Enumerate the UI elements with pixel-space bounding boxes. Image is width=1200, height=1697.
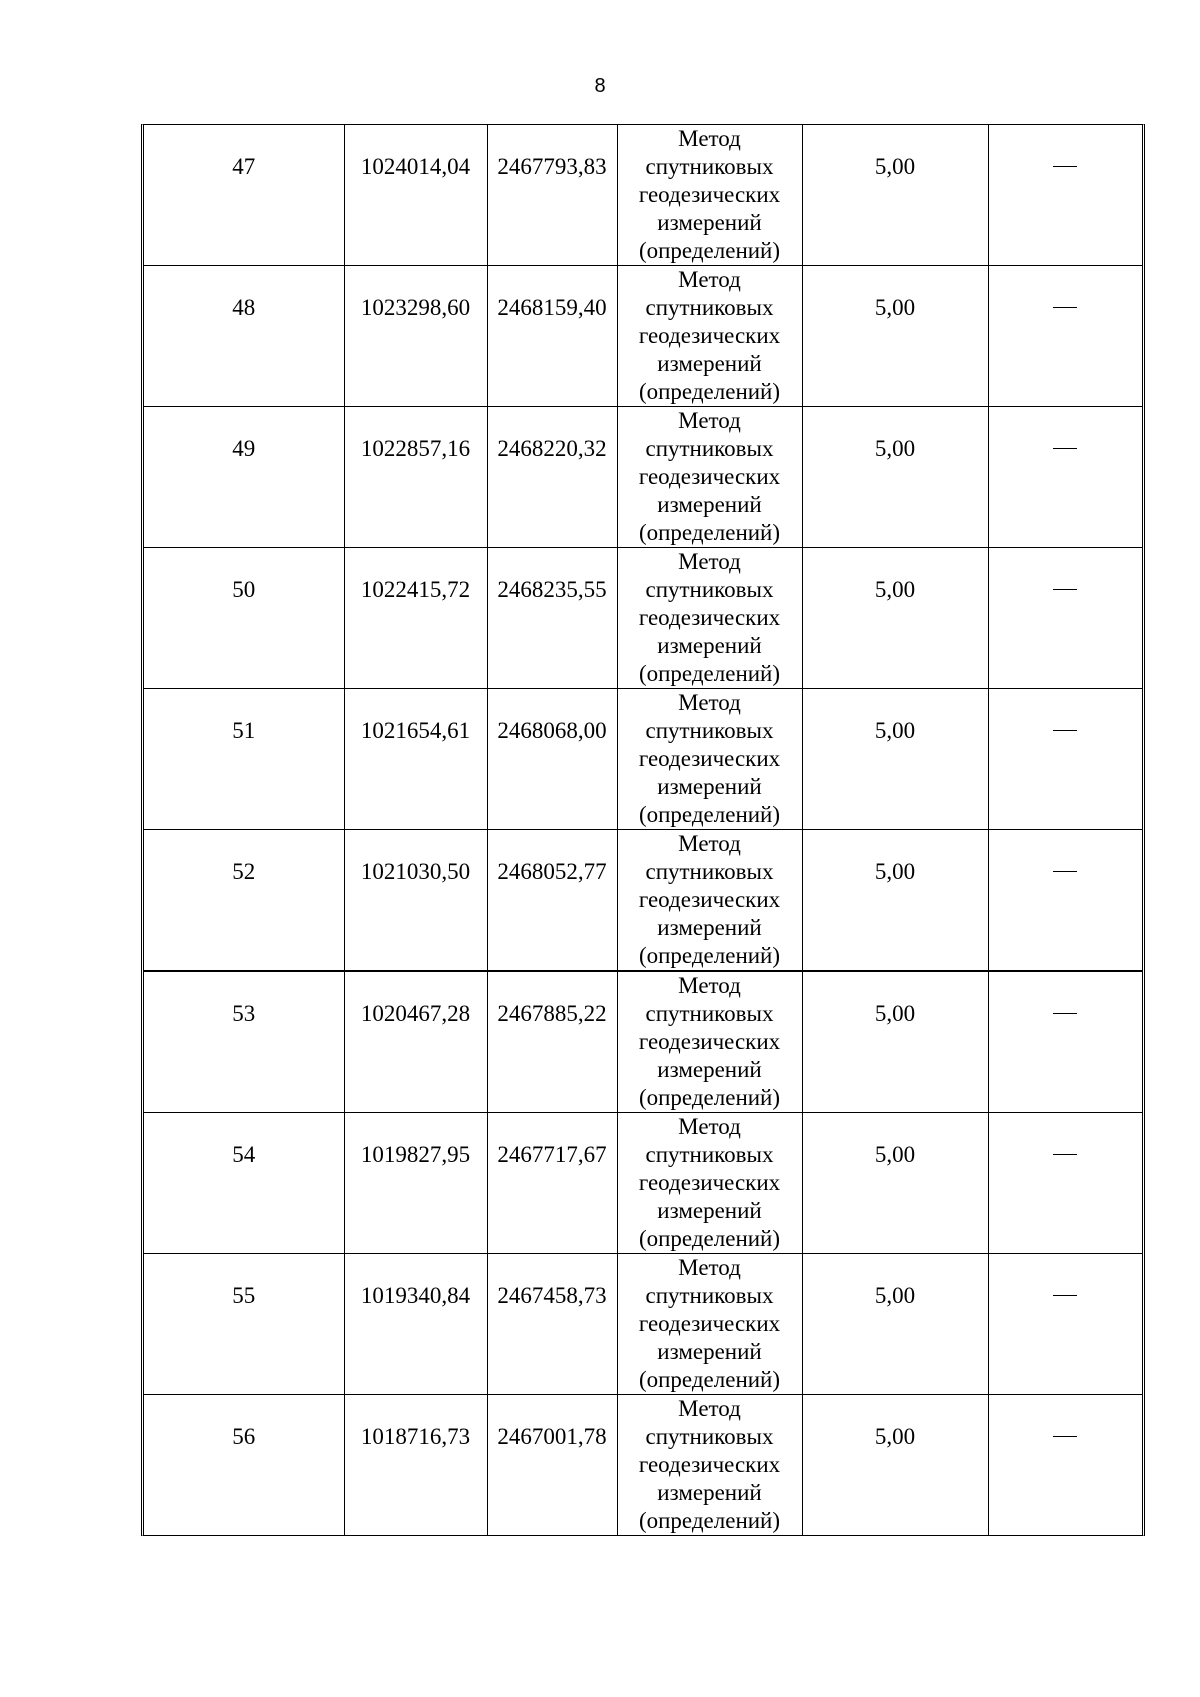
table-row	[144, 971, 1142, 1113]
method-text-line: Метод	[678, 1114, 741, 1139]
accuracy-cell: 5,00	[802, 407, 988, 548]
y-coordinate-cell: 2467458,73	[487, 1254, 617, 1395]
method-text-line: спутниковых	[645, 1001, 774, 1026]
accuracy-cell: 5,00	[802, 689, 988, 830]
accuracy-cell: 5,00	[802, 125, 988, 266]
x-coordinate-cell: 1021030,50	[344, 830, 487, 972]
method-text-line: Метод	[678, 1396, 741, 1421]
table-body	[144, 125, 1142, 1535]
coordinates-table	[141, 124, 1145, 1536]
method-text-line: измерений	[657, 492, 762, 517]
method-text-line: спутниковых	[645, 859, 774, 884]
method-text-line: измерений	[657, 1339, 762, 1364]
y-coordinate-cell: 2467885,22	[487, 971, 617, 1113]
method-text-line: Метод	[678, 1255, 741, 1280]
method-cell	[617, 830, 802, 972]
point-number-cell: 51	[144, 689, 344, 830]
method-text-line: (определений)	[638, 802, 781, 827]
dash-cell	[988, 1254, 1142, 1395]
method-text-line: спутниковых	[645, 1142, 774, 1167]
x-coordinate-cell: 1022857,16	[344, 407, 487, 548]
method-text-line: спутниковых	[645, 295, 774, 320]
method-text-line: геодезических	[638, 1452, 781, 1477]
dash-mark	[1053, 166, 1077, 167]
point-number-cell: 52	[144, 830, 344, 972]
dash-mark	[1053, 307, 1077, 308]
table-row	[144, 1395, 1142, 1536]
method-text-line: (определений)	[638, 520, 781, 545]
method-cell	[617, 266, 802, 407]
table-row	[144, 1254, 1142, 1395]
method-text-line: спутниковых	[645, 436, 774, 461]
method-text-line: измерений	[657, 774, 762, 799]
method-text-line: (определений)	[638, 379, 781, 404]
dash-cell	[988, 266, 1142, 407]
method-text-line: Метод	[678, 408, 741, 433]
method-text-line: геодезических	[638, 746, 781, 771]
method-text-line: (определений)	[638, 661, 781, 686]
method-text-line: геодезических	[638, 464, 781, 489]
method-text-line: спутниковых	[645, 1283, 774, 1308]
dash-cell	[988, 1113, 1142, 1254]
method-text-line: геодезических	[638, 323, 781, 348]
dash-cell	[988, 125, 1142, 266]
dash-mark	[1053, 871, 1077, 872]
y-coordinate-cell: 2468159,40	[487, 266, 617, 407]
accuracy-cell: 5,00	[802, 971, 988, 1113]
method-text-line: измерений	[657, 915, 762, 940]
point-number-cell: 49	[144, 407, 344, 548]
table-row	[144, 1113, 1142, 1254]
y-coordinate-cell: 2468235,55	[487, 548, 617, 689]
dash-mark	[1053, 730, 1077, 731]
method-text-line: геодезических	[638, 1170, 781, 1195]
method-text-line: (определений)	[638, 1226, 781, 1251]
x-coordinate-cell: 1019340,84	[344, 1254, 487, 1395]
method-text-line: спутниковых	[645, 577, 774, 602]
method-text-line: Метод	[678, 126, 741, 151]
dash-mark	[1053, 1013, 1077, 1014]
coordinates-table-grid	[144, 125, 1142, 1535]
dash-mark	[1053, 1436, 1077, 1437]
method-cell	[617, 1254, 802, 1395]
point-number-cell: 48	[144, 266, 344, 407]
accuracy-cell: 5,00	[802, 1395, 988, 1536]
method-cell	[617, 971, 802, 1113]
method-text-line: измерений	[657, 633, 762, 658]
table-row	[144, 407, 1142, 548]
method-text-line: измерений	[657, 1480, 762, 1505]
method-text-line: (определений)	[638, 1508, 781, 1533]
y-coordinate-cell: 2468052,77	[487, 830, 617, 972]
method-text-line: спутниковых	[645, 718, 774, 743]
point-number-cell: 53	[144, 971, 344, 1113]
method-text-line: измерений	[657, 210, 762, 235]
method-text-line: измерений	[657, 351, 762, 376]
table-row	[144, 689, 1142, 830]
dash-cell	[988, 971, 1142, 1113]
accuracy-cell: 5,00	[802, 266, 988, 407]
method-text-line: Метод	[678, 690, 741, 715]
method-text-line: (определений)	[638, 238, 781, 263]
dash-mark	[1053, 448, 1077, 449]
dash-cell	[988, 1395, 1142, 1536]
dash-mark	[1053, 1295, 1077, 1296]
x-coordinate-cell: 1024014,04	[344, 125, 487, 266]
method-cell	[617, 689, 802, 830]
accuracy-cell: 5,00	[802, 1113, 988, 1254]
point-number-cell: 47	[144, 125, 344, 266]
y-coordinate-cell: 2468068,00	[487, 689, 617, 830]
x-coordinate-cell: 1021654,61	[344, 689, 487, 830]
method-text-line: геодезических	[638, 1029, 781, 1054]
y-coordinate-cell: 2467717,67	[487, 1113, 617, 1254]
page-number: 8	[594, 75, 606, 97]
accuracy-cell: 5,00	[802, 1254, 988, 1395]
method-text-line: геодезических	[638, 1311, 781, 1336]
method-cell	[617, 1395, 802, 1536]
method-text-line: (определений)	[638, 1367, 781, 1392]
point-number-cell: 55	[144, 1254, 344, 1395]
method-cell	[617, 548, 802, 689]
table-row	[144, 830, 1142, 972]
dash-mark	[1053, 1154, 1077, 1155]
x-coordinate-cell: 1023298,60	[344, 266, 487, 407]
dash-cell	[988, 830, 1142, 972]
method-cell	[617, 125, 802, 266]
table-row	[144, 266, 1142, 407]
x-coordinate-cell: 1018716,73	[344, 1395, 487, 1536]
y-coordinate-cell: 2467001,78	[487, 1395, 617, 1536]
table-row	[144, 125, 1142, 266]
x-coordinate-cell: 1022415,72	[344, 548, 487, 689]
dash-cell	[988, 407, 1142, 548]
y-coordinate-cell: 2468220,32	[487, 407, 617, 548]
method-text-line: (определений)	[638, 1085, 781, 1110]
dash-mark	[1053, 589, 1077, 590]
y-coordinate-cell: 2467793,83	[487, 125, 617, 266]
point-number-cell: 54	[144, 1113, 344, 1254]
point-number-cell: 56	[144, 1395, 344, 1536]
method-text-line: спутниковых	[645, 1424, 774, 1449]
table-row	[144, 548, 1142, 689]
method-text-line: спутниковых	[645, 154, 774, 179]
method-cell	[617, 1113, 802, 1254]
method-text-line: Метод	[678, 549, 741, 574]
point-number-cell: 50	[144, 548, 344, 689]
method-text-line: измерений	[657, 1198, 762, 1223]
dash-cell	[988, 548, 1142, 689]
method-text-line: геодезических	[638, 887, 781, 912]
method-text-line: Метод	[678, 973, 741, 998]
x-coordinate-cell: 1020467,28	[344, 971, 487, 1113]
method-cell	[617, 407, 802, 548]
method-text-line: (определений)	[638, 943, 781, 968]
method-text-line: геодезических	[638, 182, 781, 207]
accuracy-cell: 5,00	[802, 830, 988, 972]
method-text-line: Метод	[678, 831, 741, 856]
dash-cell	[988, 689, 1142, 830]
method-text-line: геодезических	[638, 605, 781, 630]
accuracy-cell: 5,00	[802, 548, 988, 689]
method-text-line: измерений	[657, 1057, 762, 1082]
x-coordinate-cell: 1019827,95	[344, 1113, 487, 1254]
method-text-line: Метод	[678, 267, 741, 292]
